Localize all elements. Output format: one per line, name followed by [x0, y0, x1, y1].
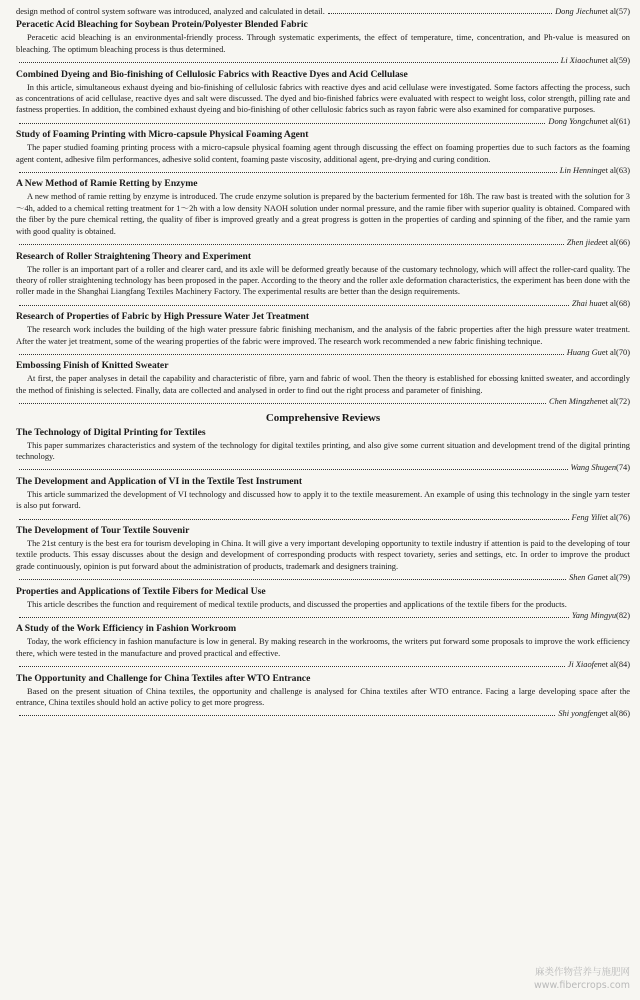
article-author: Yang Mingyu	[571, 611, 617, 621]
article-author: Li Xiaochun	[560, 56, 602, 66]
article-author: Huang Gu	[566, 347, 602, 357]
leader-dots	[19, 172, 557, 173]
article-entry	[16, 311, 630, 358]
article-citation	[16, 659, 630, 670]
article-title: A Study of the Work Efficiency in Fashion Workroom	[16, 623, 237, 635]
leader-dots	[19, 519, 569, 520]
article-title: The Development and Application of VI in the Textile Test Instrument	[16, 475, 303, 487]
leader-dots	[19, 354, 564, 355]
article-entry	[16, 19, 630, 66]
article-title: The Technology of Digital Printing for Textiles	[16, 426, 206, 438]
article-page-ref: et al(70)	[601, 347, 630, 357]
leader-dots	[19, 403, 546, 404]
site-watermark	[534, 966, 630, 992]
article-citation	[16, 55, 630, 66]
leader-dots	[19, 62, 558, 63]
article-abstract: The research work includes the building of the high water pressure fabric finishing mechanism, and the analysis of the fabric properties after the high pressure water treatment. After the water jet treatment, some of the wearing properties of the fabric were improved. The research work recommended a new fabric finishing technique.	[16, 325, 630, 346]
article-abstract: The 21st century is the best era for tourism developing in China. It will give a very important developing opportunity to textile industry if attention is paid to the developing of tour textile products. This essay discusses about the design and development of corresponding products with respect tovariety, series and settings, etc. In order to improve the product grade continuously, opinion is put forward about the administration of products, trademark and designers training.	[16, 539, 630, 571]
article-page-ref: (82)	[616, 611, 630, 621]
article-title: Properties and Applications of Textile Fibers for Medical Use	[16, 585, 266, 597]
article-title: Research of Properties of Fabric by High Pressure Water Jet Treatment	[16, 311, 310, 323]
article-page-ref: et al(86)	[601, 709, 630, 719]
article-abstract: This paper summarizes characteristics and system of the technology for digital textiles printing, and also give some current situation and development trend of the digital printing technology.	[16, 440, 630, 461]
article-citation	[16, 610, 630, 621]
article-abstract: This article describes the function and requirement of medical textile products, and discussed the properties and applications of the textile fibers for the products.	[27, 599, 567, 609]
article-citation	[16, 462, 630, 473]
article-entry	[16, 129, 630, 176]
article-page-ref: et al(63)	[601, 166, 630, 176]
article-author: Zhen jiede	[566, 238, 602, 248]
article-page-ref: et al(79)	[601, 573, 630, 583]
leader-dots	[19, 244, 564, 245]
article-entry	[16, 360, 630, 407]
article-author: Shi yongfeng	[558, 709, 602, 719]
article-title: Study of Foaming Printing with Micro-capsule Physical Foaming Agent	[16, 129, 309, 141]
section-heading: Comprehensive Reviews	[265, 411, 381, 424]
article-entry	[16, 69, 630, 128]
leader-dots	[19, 579, 566, 580]
article-entry	[16, 427, 630, 474]
continued-abstract	[16, 6, 630, 17]
article-citation	[16, 396, 630, 407]
article-page-ref: et al(72)	[601, 397, 630, 407]
article-author: Feng Yili	[571, 512, 602, 522]
article-entry	[16, 251, 630, 310]
article-page-ref: et al(68)	[601, 298, 630, 308]
article-abstract: The paper studied foaming printing process with a micro-capsule physical foaming agent through discussing the effect on foaming properties due to such factors as the foaming agent content, adhesive film performances, adhesive solid content, foaming paste viscosity, additional agent, pre-drying and curing condition.	[16, 143, 630, 164]
article-citation	[16, 165, 630, 176]
article-citation	[16, 708, 630, 719]
article-list-research	[16, 19, 630, 407]
article-author: Lin Henning	[559, 166, 602, 176]
article-page-ref: et al(61)	[601, 116, 630, 126]
leader-dots	[19, 715, 555, 716]
article-abstract: A new method of ramie retting by enzyme is introduced. The crude enzyme solution is prepared by the bacterium fermented for 18h. The raw bast is treated with the solution for 3～4h, added to a chemical retting treatment for 1～2h with a low density NAOH solution under normal pressure, and the ramie fiber with superior quality is obtained. Compared with the fiber by the pure chemical retting, the quality of fiber is improved greatly and a great progress is gotten in the properties of carding and spinning of the fiber, and the ramie yarn with good quality is obtained.	[16, 192, 630, 236]
abstracts-page	[16, 6, 630, 721]
article-citation	[16, 298, 630, 309]
article-page-ref: et al(59)	[601, 56, 630, 66]
article-citation	[16, 512, 630, 523]
article-entry	[16, 525, 630, 584]
continued-abstract-text: design method of control system software was introduced, analyzed and calculated in detail.	[16, 7, 325, 16]
leader-dots	[19, 305, 569, 306]
article-abstract: At first, the paper analyses in detail the capability and characteristic of fibre, yarn and fabric of wool. Then the theory is established for ebossing knitted sweater, and accordingly the method of finishing is selected. Finally, data are collected and analysed in order to find out the right process and parameter of finishing.	[16, 374, 630, 395]
article-author: Shen Gan	[569, 573, 602, 583]
article-page-ref: et al(57)	[601, 7, 630, 16]
article-title: Combined Dyeing and Bio-finishing of Cellulosic Fabrics with Reactive Dyes and Acid Cellulase	[16, 68, 408, 80]
continued-abstract-line	[16, 6, 630, 17]
article-entry	[16, 623, 630, 670]
article-author: Dong Jiechun	[555, 7, 602, 16]
article-title: Peracetic Acid Bleaching for Soybean Protein/Polyester Blended Fabric	[16, 19, 308, 31]
article-abstract: The roller is an important part of a roller and clearer card, and its axle will be deformed greatly because of the customary technology, which will affect the roller-card quality. The theory of roller straightening technology has been proposed in the paper. According to the theory and the roller axle deformation characteristics, the experiment has been done with the roller made in the Shanghai Liangfang Textiles Machinery Factory. The experimental results are better than the design requirements.	[16, 264, 630, 297]
article-author: Chen Mingzhen	[549, 397, 602, 407]
article-page-ref: et al(84)	[601, 660, 630, 670]
article-title: Research of Roller Straightening Theory and Experiment	[16, 250, 252, 262]
leader-dots	[19, 666, 565, 667]
article-author: Dong Yongchun	[548, 116, 602, 126]
article-citation	[16, 237, 630, 248]
leader-dots	[328, 13, 552, 14]
article-entry	[16, 476, 630, 523]
article-list-reviews	[16, 427, 630, 720]
article-entry	[16, 586, 630, 622]
leader-dots	[19, 123, 545, 124]
article-page-ref: et al(66)	[601, 238, 630, 248]
watermark-url: www.fibercrops.com	[533, 980, 630, 991]
watermark-name: 麻类作物营养与施肥网	[534, 967, 630, 978]
article-author: Wang Shugen	[570, 463, 617, 473]
article-entry	[16, 178, 630, 248]
article-citation	[16, 572, 630, 583]
article-title: A New Method of Ramie Retting by Enzyme	[16, 178, 198, 190]
article-citation	[16, 116, 630, 127]
article-author: Ji Xiaofen	[567, 660, 602, 670]
article-author: Zhai hua	[571, 298, 602, 308]
article-entry	[16, 673, 630, 720]
article-citation	[16, 347, 630, 358]
leader-dots	[19, 617, 569, 618]
article-page-ref: et al(76)	[601, 512, 630, 522]
article-abstract: Today, the work efficiency in fashion manufacture is low in general. By making research in the workrooms, the writers put forward some proposals to improve the work efficiency there, which were tested in the manufacture and proved practical and effective.	[16, 637, 630, 658]
article-abstract: Based on the present situation of China textiles, the opportunity and challenge is analysed for China textiles after WTO entrance. Facing a large developing space after the entrance, China textiles should hold an active policy to get more progress.	[16, 686, 630, 708]
article-title: The Development of Tour Textile Souvenir	[16, 525, 190, 536]
article-page-ref: (74)	[616, 463, 630, 473]
leader-dots	[19, 469, 568, 470]
article-title: Embossing Finish of Knitted Sweater	[16, 360, 169, 372]
article-abstract: Peracetic acid bleaching is an environmental-friendly process. Through systematic experiments, the effect of temperature, time, concentration, and Ph-value is measured on bleaching. The optimum bleaching process is thus determined.	[16, 33, 630, 54]
article-abstract: In this article, simultaneous exhaust dyeing and bio-finishing of cellulosic fabrics with reactive dyes and acid cellulase were investigated. Some factors affecting the process, such as concentrations of acid cellulase, reactive dyes and salt were discussed. The dyed and bio-finished fabrics were evaluated with respect to weight loss, color strength, pilling rate and fastness properties. In addition, the combined exhaust dyeing and bio-finishing of other cellulosic fabrics such as rayon fabric were also examined for comparative purposes.	[16, 82, 630, 115]
article-abstract: This article summarized the development of VI technology and discussed how to apply it to the textile measurement. An example of using this technology in the single yarn tester is also put forward.	[16, 489, 630, 511]
article-title: The Opportunity and Challenge for China Textiles after WTO Entrance	[16, 672, 311, 684]
